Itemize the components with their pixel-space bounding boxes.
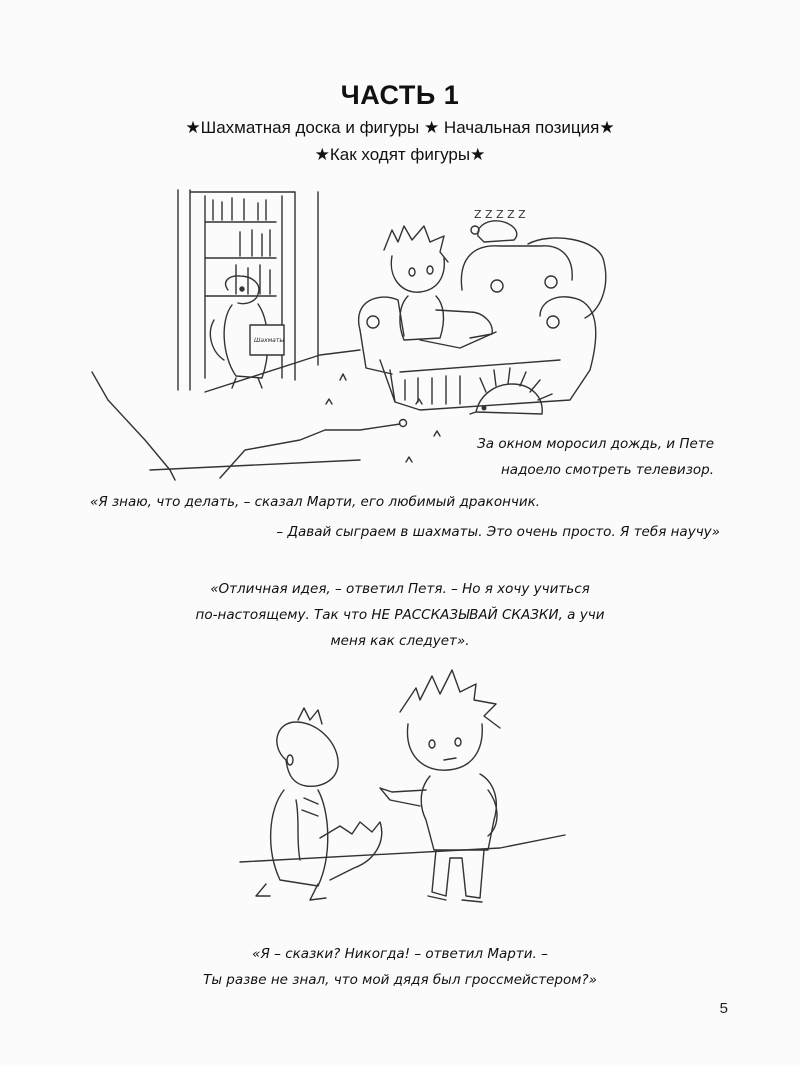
- snore-text: Z Z Z Z Z: [474, 208, 526, 221]
- boy-standing: [380, 670, 500, 902]
- page-number: 5: [719, 1000, 728, 1017]
- dragon-standing: [256, 708, 382, 900]
- caption-petya-line1: «Отличная идея, – ответил Петя. – Но я хочу учиться: [210, 581, 590, 597]
- caption-petya-line2: по-настоящему. Так что НЕ РАССКАЗЫВАЙ СКАЗКИ, а учи: [195, 607, 605, 623]
- caption-marti-line2: – Давай сыграем в шахматы. Это очень просто. Я тебя научу»: [276, 524, 720, 540]
- caption-marti-line1: «Я знаю, что делать, – сказал Марти, его любимый дракончик.: [90, 494, 541, 510]
- chapter-topics-line2: ★Как ходят фигуры★: [314, 145, 486, 164]
- floor-line: [240, 835, 565, 862]
- caption-petya-line3: меня как следует».: [330, 633, 470, 649]
- caption-rain-line1: За окном моросил дождь, и Пете: [477, 436, 714, 452]
- chapter-topics-line1: ★Шахматная доска и фигуры ★ Начальная позиция★: [185, 118, 615, 137]
- chapter-title: ЧАСТЬ 1: [340, 80, 460, 110]
- caption-reply-line1: «Я – сказки? Никогда! – ответил Марти. –: [252, 946, 548, 962]
- caption-reply-line2: Ты разве не знал, что мой дядя был гроссмейстером?»: [203, 972, 597, 988]
- book-title-label: Шахматы: [254, 337, 285, 344]
- caption-rain-line2: надоело смотреть телевизор.: [500, 462, 714, 478]
